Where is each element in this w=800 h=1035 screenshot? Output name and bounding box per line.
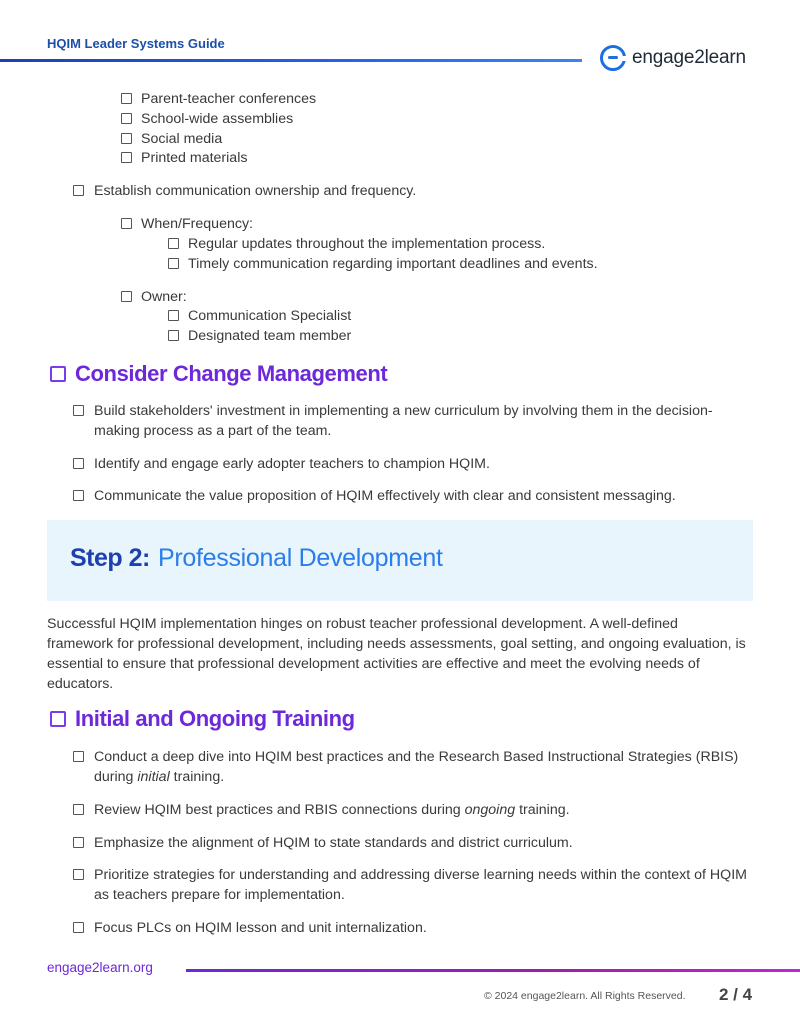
checkbox-icon[interactable] bbox=[73, 804, 84, 815]
section-heading-change-management[interactable] bbox=[50, 361, 387, 387]
page-number: 2 / 4 bbox=[719, 985, 753, 1004]
step-banner bbox=[47, 520, 753, 601]
checkbox-icon[interactable] bbox=[121, 218, 132, 229]
checkbox-icon[interactable] bbox=[121, 291, 132, 302]
checkbox-icon[interactable] bbox=[73, 922, 84, 933]
checklist-item-label: Build stakeholders' investment in implementing a new curriculum by involving them in the decision-making process as a part of the team. bbox=[94, 403, 713, 439]
checkbox-icon[interactable] bbox=[73, 405, 84, 416]
checkbox-icon[interactable] bbox=[73, 490, 84, 501]
checklist-item[interactable] bbox=[168, 306, 748, 326]
checklist-item[interactable] bbox=[73, 747, 753, 787]
section-title: Consider Change Management bbox=[75, 361, 388, 386]
checkbox-icon[interactable] bbox=[50, 711, 66, 727]
checkbox-icon[interactable] bbox=[73, 837, 84, 848]
checklist-item-label: Printed materials bbox=[141, 150, 248, 166]
checklist-item-label: School-wide assemblies bbox=[141, 111, 294, 127]
checklist-item-label: Parent-teacher conferences bbox=[141, 91, 317, 107]
checkbox-icon[interactable] bbox=[121, 93, 132, 104]
checklist-item[interactable] bbox=[121, 287, 721, 307]
checkbox-icon[interactable] bbox=[50, 366, 66, 382]
checklist-item-label: Timely communication regarding important deadlines and events. bbox=[188, 256, 598, 272]
checklist-item[interactable] bbox=[73, 833, 753, 853]
checkbox-icon[interactable] bbox=[168, 330, 179, 341]
emphasis-text: ongoing bbox=[464, 802, 516, 818]
checkbox-icon[interactable] bbox=[73, 751, 84, 762]
text-run: Conduct a deep dive into HQIM best practices and the Research Based Instructional Strategies (RBIS) during bbox=[94, 749, 739, 785]
checklist-item[interactable] bbox=[73, 401, 753, 441]
step-number: Step 2: bbox=[70, 544, 150, 572]
checklist-item-label: Focus PLCs on HQIM lesson and unit internalization. bbox=[94, 920, 427, 936]
checkbox-icon[interactable] bbox=[121, 113, 132, 124]
section-title: Initial and Ongoing Training bbox=[75, 706, 355, 731]
checklist-item[interactable] bbox=[168, 326, 748, 346]
checklist-item[interactable] bbox=[168, 254, 748, 274]
checklist-item[interactable] bbox=[121, 214, 721, 234]
checklist-item[interactable] bbox=[73, 454, 753, 474]
checkbox-icon[interactable] bbox=[73, 458, 84, 469]
checklist-item-label: Communicate the value proposition of HQIM effectively with clear and consistent messaging. bbox=[94, 488, 676, 504]
checklist-item[interactable] bbox=[73, 865, 753, 905]
checkbox-icon[interactable] bbox=[73, 185, 84, 196]
checkbox-icon[interactable] bbox=[168, 310, 179, 321]
checklist-item[interactable] bbox=[121, 129, 721, 149]
engage2learn-logo bbox=[600, 45, 746, 71]
checklist-item-label: Identify and engage early adopter teachers to champion HQIM. bbox=[94, 456, 490, 472]
checkbox-icon[interactable] bbox=[121, 133, 132, 144]
checklist-item[interactable] bbox=[73, 181, 753, 201]
checklist-item[interactable] bbox=[121, 148, 721, 168]
checklist-item-label: Communication Specialist bbox=[188, 308, 352, 324]
logo-text: engage2learn bbox=[632, 47, 746, 68]
checklist-item-label bbox=[94, 747, 744, 787]
logo-icon bbox=[600, 45, 626, 71]
checklist-item-label: Establish communication ownership and frequency. bbox=[94, 183, 417, 199]
step-title: Professional Development bbox=[158, 544, 443, 572]
step-description: Successful HQIM implementation hinges on robust teacher professional development. A well-defined framework for professional development, including needs assessments, goal setting, and ongoing evaluation, is essential to ensure that professional development activities are effective and meet the evolving needs of educators. bbox=[47, 616, 746, 692]
checkbox-icon[interactable] bbox=[168, 258, 179, 269]
checkbox-icon[interactable] bbox=[168, 238, 179, 249]
header-divider bbox=[0, 59, 582, 62]
checklist-item-label: Emphasize the alignment of HQIM to state standards and district curriculum. bbox=[94, 835, 573, 851]
checklist-item-label: When/Frequency: bbox=[141, 216, 253, 232]
checklist-item[interactable] bbox=[168, 234, 748, 254]
checklist-item-label: Owner: bbox=[141, 289, 187, 305]
document-title: HQIM Leader Systems Guide bbox=[47, 36, 225, 51]
website-link[interactable]: engage2learn.org bbox=[47, 960, 153, 975]
checklist-item-label: Social media bbox=[141, 131, 223, 147]
text-run: training. bbox=[169, 769, 225, 785]
checklist-item[interactable] bbox=[121, 89, 721, 109]
checklist-item[interactable] bbox=[73, 800, 753, 820]
checkbox-icon[interactable] bbox=[121, 152, 132, 163]
checklist-item-label: Prioritize strategies for understanding and addressing diverse learning needs within the context of HQIM as teachers prepare for implementation. bbox=[94, 867, 747, 903]
text-run: Review HQIM best practices and RBIS connections during bbox=[94, 802, 465, 818]
checklist-item[interactable] bbox=[73, 486, 753, 506]
checklist-item-label: Regular updates throughout the implementation process. bbox=[188, 236, 546, 252]
checklist-item-label: Designated team member bbox=[188, 328, 352, 344]
copyright-notice: © 2024 engage2learn. All Rights Reserved. bbox=[484, 990, 686, 1002]
section-heading-training[interactable] bbox=[50, 706, 355, 732]
checklist-item[interactable] bbox=[73, 918, 753, 938]
checklist-item[interactable] bbox=[121, 109, 721, 129]
footer-divider bbox=[186, 969, 800, 972]
checkbox-icon[interactable] bbox=[73, 869, 84, 880]
text-run: training. bbox=[515, 802, 570, 818]
emphasis-text: initial bbox=[137, 769, 170, 785]
checklist-item-label bbox=[94, 800, 570, 820]
